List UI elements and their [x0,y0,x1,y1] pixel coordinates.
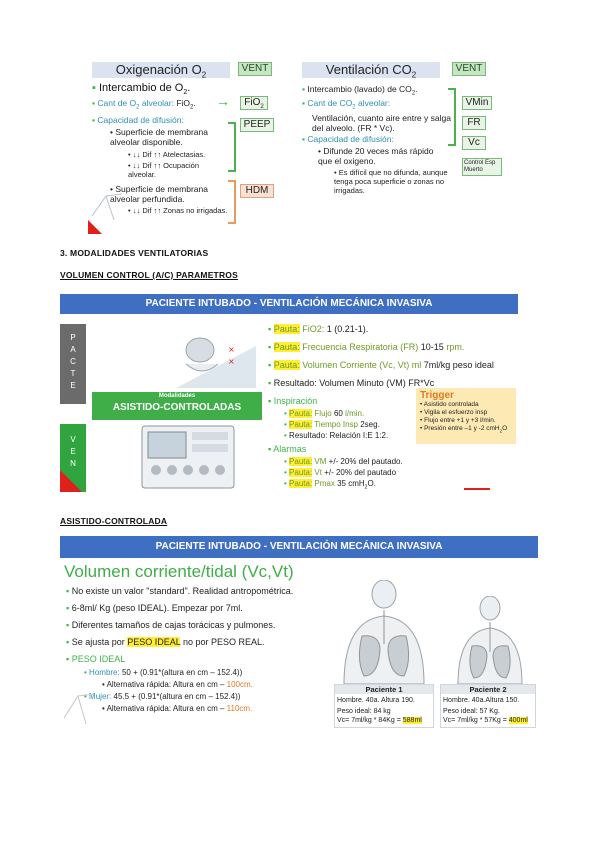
torso-patient-2-illustration [448,596,532,684]
insp-flujo: • Pauta: Flujo 60 l/min. [284,409,365,418]
vc-bullet-6-8ml: ▪ 6-8ml/ Kg (peso IDEAL). Empezar por 7ml. [66,603,243,613]
fr-box: FR [462,116,486,130]
vmin-box: VMin [462,96,492,110]
ventilator-sketch-icon [60,674,100,736]
insp-tiempo: • Pauta: Tiempo Insp 2seg. [284,420,380,429]
vmin-bracket [448,88,456,146]
insp-resultado: • Resultado: Relación I:E 1:2. [284,431,389,440]
param-resultado-vm: ▪ Resultado: Volumen Minuto (VM) FR*Vc [268,378,435,388]
patient-2-card: Paciente 2 Hombre. 40a.Altura 150. Peso ideal: 57 Kg. Vc= 7ml/kg * 57Kg = 400ml [440,684,536,728]
right-sub-difunde: • Difunde 20 veces más rápido que el oxigeno. [318,146,434,166]
peso-ideal-heading: ▪ PESO IDEAL [66,654,126,664]
control-esp-muerto-box: Control Esp Muerto [462,158,502,176]
vc-bullet-tamanos: ▪ Diferentes tamaños de cajas torácicas y pulmones. [66,620,276,630]
hdm-box: HDM [240,184,274,198]
left-bullet-cant-o2: ▪ Cant de $O_2$ alveolar: FiO$_2$. [92,98,196,111]
vc-box: Vc [462,136,486,150]
vc-bullet-peso-ideal: ▪ Se ajusta por PESO IDEAL no por PESO REAL. [66,637,265,647]
left-bullet-intercambio: ▪ Intercambio de $O_2$. [92,82,191,97]
right-subsub-dificil: • Es difícil que no difunda, aunque tenga poca superficie o zonas no irrigadas. [334,168,448,195]
svg-text:×: × [228,345,235,354]
alarma-vm: • Pauta: VM +/- 20% del pautado. [284,457,403,466]
left-bullet-capacidad: ▪ Capacidad de difusión: [92,115,184,125]
vent-tag-left: VENT [238,62,272,76]
hombre-formula: • Hombre: 50 + (0.91*(altura en cm – 152.4)) [84,668,243,677]
slide-volumen-corriente [60,536,538,736]
hdm-bracket [228,180,236,224]
alarma-pmax: • Pauta: Pmax 35 cmH$_2$O. [284,479,376,491]
slide3-title: Volumen corriente/tidal (Vc,Vt) [64,562,294,581]
peep-box: PEEP [240,118,274,132]
right-bullet-cant-co2: ▪ Cant de $CO_2$ alveolar: Ventilación, cuanto aire entre y salga del alveolo. (FR * Vc). [302,98,451,133]
param-fr: ▪ Pauta: Frecuencia Respiratoria (FR) 10-15 rpm. [268,342,465,352]
section-asistido-controlada-title: ASISTIDO-CONTROLADA [60,516,168,526]
section-3-title: 3. MODALIDADES VENTILATORIAS [60,248,209,258]
param-fio2: ▪ Pauta: FiO2: 1 (0.21-1). [268,324,369,334]
mujer-alternativa: • Alternativa rápida: Altura en cm – 110cm. [102,704,253,713]
mujer-formula: • Mujer: 45.5 + (0.91*(altura en cm – 152.4)) [84,692,241,701]
alarma-vt: • Pauta: Vt +/- 20% del pautado [284,468,397,477]
trigger-box: Trigger • Asistido controlada • Vigila el esfuerzo insp • Flujo entre +1 y +3 l/min. • Presión entre –1 y -2 cmH$_2$O [416,388,516,444]
arrow-right-icon: → [216,93,230,109]
svg-text:×: × [228,357,235,366]
patient-1-card: Paciente 1 Hombre. 40a. Altura 190. Peso ideal: 84 kg Vc= 7ml/kg * 84Kg = 588ml [334,684,434,728]
slide-volumen-control [60,292,518,492]
red-corner-icon [60,470,82,492]
ventilation-header: Ventilación $CO_2$ [302,62,440,78]
vc-bullet-standard: ▪ No existe un valor "standard". Realidad antropométrica. [66,586,294,596]
right-bullet-capacidad: ▪ Capacidad de difusión: [302,134,394,144]
patient-intubated-illustration [156,324,256,388]
alarmas-heading: ▪ Alarmas [268,444,307,454]
slide-oxygenation-ventilation [88,58,508,234]
vertical-strip-ven: V E N [60,424,86,492]
left-sub-superficie-disponible: • Superficie de membrana alveolar disponible. [110,127,208,147]
peep-bracket [228,122,236,172]
left-subsub-ocupacion: • ↓↓ Dif ↑↑ Ocupación alveolar. [128,161,200,179]
left-subsub-zonas-no-irrigadas: • ↓↓ Dif ↑↑ Zonas no irrigadas. [128,206,228,215]
fio2-box: FiO$_2$ [240,96,268,110]
torso-patient-1-illustration [334,580,434,684]
red-underline-mark [464,488,490,490]
left-subsub-atelectasias: • ↓↓ Dif ↑↑ Atelectasias. [128,150,206,159]
param-vc: ▪ Pauta: Volumen Corriente (Vc, Vt) ml 7ml/kg peso ideal [268,360,494,370]
slide3-banner: PACIENTE INTUBADO - VENTILACIÓN MECÁNICA INVASIVA [60,536,538,558]
left-sub-superficie-perfundida: • Superficie de membrana alveolar perfundida. [110,184,208,204]
slide2-banner: PACIENTE INTUBADO - VENTILACIÓN MECÁNICA INVASIVA [60,294,518,314]
right-bullet-intercambio: ▪ Intercambio (lavado) de $CO_2$. [302,84,418,97]
ventilator-machine-illustration [140,424,236,490]
inspiracion-heading: ▪ Inspiración [268,396,318,406]
oxygenation-header: Oxigenación $O_2$ [92,62,230,78]
ventilator-sketch-icon [88,176,128,234]
hombre-alternativa: • Alternativa rápida: Altura en cm – 100cm. [102,680,253,689]
vent-tag-right: VENT [452,62,486,76]
vertical-strip-pacte: P A C T E [60,324,86,404]
modalidades-box: Modalidades ASISTIDO-CONTROLADAS [92,392,262,420]
section-volumen-control-title: VOLUMEN CONTROL (A/C) PARAMETROS [60,270,238,280]
